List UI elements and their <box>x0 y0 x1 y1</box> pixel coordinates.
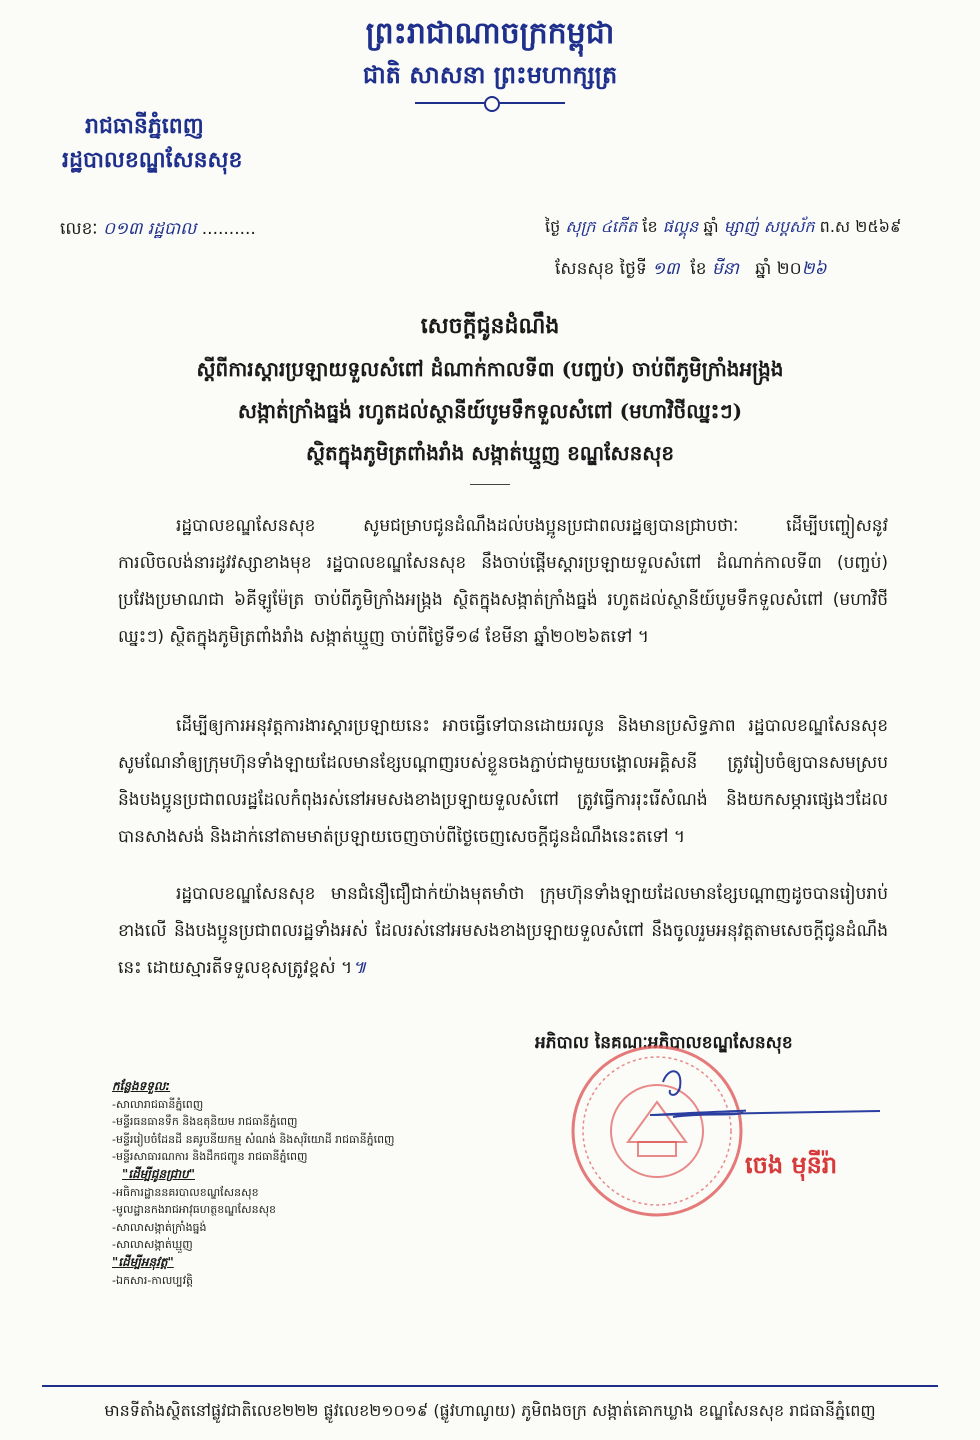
solar-year-prefix: ២០ <box>776 259 802 279</box>
lunar-date <box>545 216 901 240</box>
solar-year-label: ឆ្នាំ <box>755 259 772 279</box>
footer-address: មានទីតាំងស្ថិតនៅផ្លូវជាតិលេខ២២២ ផ្លូវលេខ២១០១៩ (ផ្លូវហាណូយ) ភូមិពងចក្រ សង្កាត់គោកឃ្លាង ខណ្ឌសែនសុខ រាជធានីភ្នំពេញ <box>104 1401 876 1420</box>
solar-year-value: ២៦ <box>801 259 827 279</box>
cc-item: -មន្ទីររៀបចំដែនដី នគរូបនីយកម្ម សំណង់ និងសុរិយោដី រាជធានីភ្នំពេញ <box>112 1132 395 1146</box>
cc-item: -មន្ទីរធនធានទឹក និងឧតុនិយម រាជធានីភ្នំពេញ <box>112 1115 298 1129</box>
cc-heading-for-action: "ដើម្បីអនុវត្ត" <box>112 1254 174 1269</box>
motto-divider-ornament-icon <box>484 96 500 112</box>
authority-capital: រាជធានីភ្នំពេញ <box>85 113 204 139</box>
solar-day-label: សែនសុខ ថ្ងៃទី <box>555 259 647 279</box>
solar-date <box>555 258 827 283</box>
body-paragraph-3-text: រដ្ឋបាលខណ្ឌសែនសុខ មានជំនឿជឿជាក់យ៉ាងមុតមាំថា ក្រុមហ៊ុនទាំងឡាយដែលមានខ្សែបណ្ដាញដូចបានរៀបរាប់ខាងលើ និងបងប្អូនប្រជាពលរដ្ឋទាំងអស់ ដែលរស់នៅអមសងខាងប្រឡាយទួលសំពៅ នឹងចូលរួមអនុវត្តតាមសេចក្ដីជូនដំណឹងនេះ ដោយស្មារតីទទួលខុសត្រូវខ្ពស់ ។ <box>118 884 888 978</box>
body-paragraph-1: រដ្ឋបាលខណ្ឌសែនសុខ សូមជម្រាបជូនដំណឹងដល់បងប្អូនប្រជាពលរដ្ឋឲ្យបានជ្រាបថាៈ ដើម្បីបញ្ចៀសនូវការលិចលង់នារដូវវស្សាខាងមុខ រដ្ឋបាលខណ្ឌសែនសុខ នឹងចាប់ផ្ដើមស្ដារប្រឡាយទួលសំពៅ ដំណាក់កាលទី៣ (បញ្ចប់) ប្រវែងប្រមាណជា ៦គីឡូម៉ែត្រ ចាប់ពីភូមិក្រាំងអង្រ្កង ស្ថិតក្នុងសង្កាត់ក្រាំងធ្នង់ រហូតដល់ស្ថានីយ៍បូមទឹកទួលសំពៅ (មហាវិថីឈ្នះៗ) ស្ថិតក្នុងភូមិត្រពាំងរាំង សង្កាត់ឃ្មួញ ចាប់ពីថ្ងៃទី១៨ ខែមីនា ឆ្នាំ២០២៦តទៅ ។ <box>118 516 888 647</box>
signatory-name: ចេង មុនីរ៉ា <box>745 1150 838 1179</box>
reference-number <box>60 218 256 243</box>
cc-item: -ឯកសារ-កាលប្បវត្តិ <box>112 1273 194 1287</box>
solar-month-label: ខែ <box>690 259 707 279</box>
end-mark: ៕ <box>352 958 367 978</box>
authority-district: រដ្ឋបាលខណ្ឌសែនសុខ <box>62 147 243 173</box>
lunar-month-label: ខែ <box>642 217 658 236</box>
lunar-month-value: ផល្គុន <box>662 217 699 236</box>
cc-heading-for-information: "ដើម្បីជូនជ្រាប" <box>122 1166 195 1181</box>
notice-subject-line-3: ស្ថិតក្នុងភូមិត្រពាំងរាំង សង្កាត់ឃ្មួញ ខណ្ឌសែនសុខ <box>305 441 675 465</box>
body-paragraph-3 <box>118 876 888 987</box>
lunar-year-value: ម្សាញ់ សប្តស័ក <box>723 217 815 236</box>
cc-item: -មន្ទីរសាធារណការ និងដឹកជញ្ជូន រាជធានីភ្នំពេញ <box>112 1150 308 1164</box>
lunar-year-label: ឆ្នាំ <box>703 217 719 236</box>
reference-dots: .......... <box>201 219 256 239</box>
notice-title: សេចក្ដីជូនដំណឹង <box>420 313 560 339</box>
distribution-list <box>112 1078 395 1289</box>
official-seal-icon <box>568 1042 746 1220</box>
lunar-day-value: សុក្រ ៤កើត <box>565 217 638 236</box>
title-divider <box>470 484 510 485</box>
signatory-title: អភិបាល នៃគណៈអភិបាលខណ្ឌសែនសុខ <box>535 1033 793 1053</box>
notice-subject-line-2: សង្កាត់ក្រាំងធ្នង់ រហូតដល់ស្ថានីយ៍បូមទឹកទួលសំពៅ (មហាវិថីឈ្នះៗ) <box>237 399 743 423</box>
solar-day-value: ១៣ <box>652 259 680 279</box>
body-paragraph-2: ដើម្បីឲ្យការអនុវត្តការងារស្ដារប្រឡាយនេះ អាចធ្វើទៅបានដោយរលូន និងមានប្រសិទ្ធភាព រដ្ឋបាលខណ្ឌសែនសុខ សូមណែនាំឲ្យក្រុមហ៊ុនទាំងឡាយដែលមានខ្សែបណ្ដាញរបស់ខ្លួនចងភ្ជាប់ជាមួយបង្គោលអគ្គិសនី ត្រូវរៀបចំឲ្យបានសមស្រប និងបងប្អូនប្រជាពលរដ្ឋដែលកំពុងរស់នៅអមសងខាងប្រឡាយទួលសំពៅ ត្រូវធ្វើការរុះរើសំណង់ និងយកសម្ភារផ្សេងៗដែលបានសាងសង់ និងដាក់នៅតាមមាត់ប្រឡាយចេញចាប់ពីថ្ងៃចេញសេចក្ដីជូនដំណឹងនេះតទៅ ។ <box>118 716 888 847</box>
lunar-day-label: ថ្ងៃ <box>545 217 561 236</box>
notice-subject-line-1: ស្ដីពីការស្ដារប្រឡាយទួលសំពៅ ដំណាក់កាលទី៣ (បញ្ចប់) ចាប់ពីភូមិក្រាំងអង្រ្កង <box>196 357 784 381</box>
footer-divider <box>42 1385 938 1387</box>
cc-item: -សាលាសង្កាត់ក្រាំងធ្នង់ <box>112 1220 207 1234</box>
cc-item: -សាលារាជធានីភ្នំពេញ <box>112 1097 204 1111</box>
kingdom-heading: ព្រះរាជាណាចក្រកម្ពុជា <box>365 16 615 51</box>
reference-value: ០១៣ រដ្ឋបាល <box>102 219 197 239</box>
national-motto: ជាតិ សាសនា ព្រះមហាក្សត្រ <box>362 60 618 89</box>
buddhist-era: ព.ស ២៥៦៩ <box>819 217 902 236</box>
cc-item: -អធិការដ្ឋាននគរបាលខណ្ឌសែនសុខ <box>112 1185 259 1199</box>
reference-label: លេខៈ <box>60 219 98 239</box>
cc-item: -មូលដ្ឋានកងរាជអាវុធហត្ថខណ្ឌសែនសុខ <box>112 1203 277 1217</box>
cc-heading-recipients: កន្លែងទទួល: <box>112 1079 171 1093</box>
cc-item: -សាលាសង្កាត់ឃ្មួញ <box>112 1238 193 1252</box>
solar-month-value: មីនា <box>711 259 739 279</box>
